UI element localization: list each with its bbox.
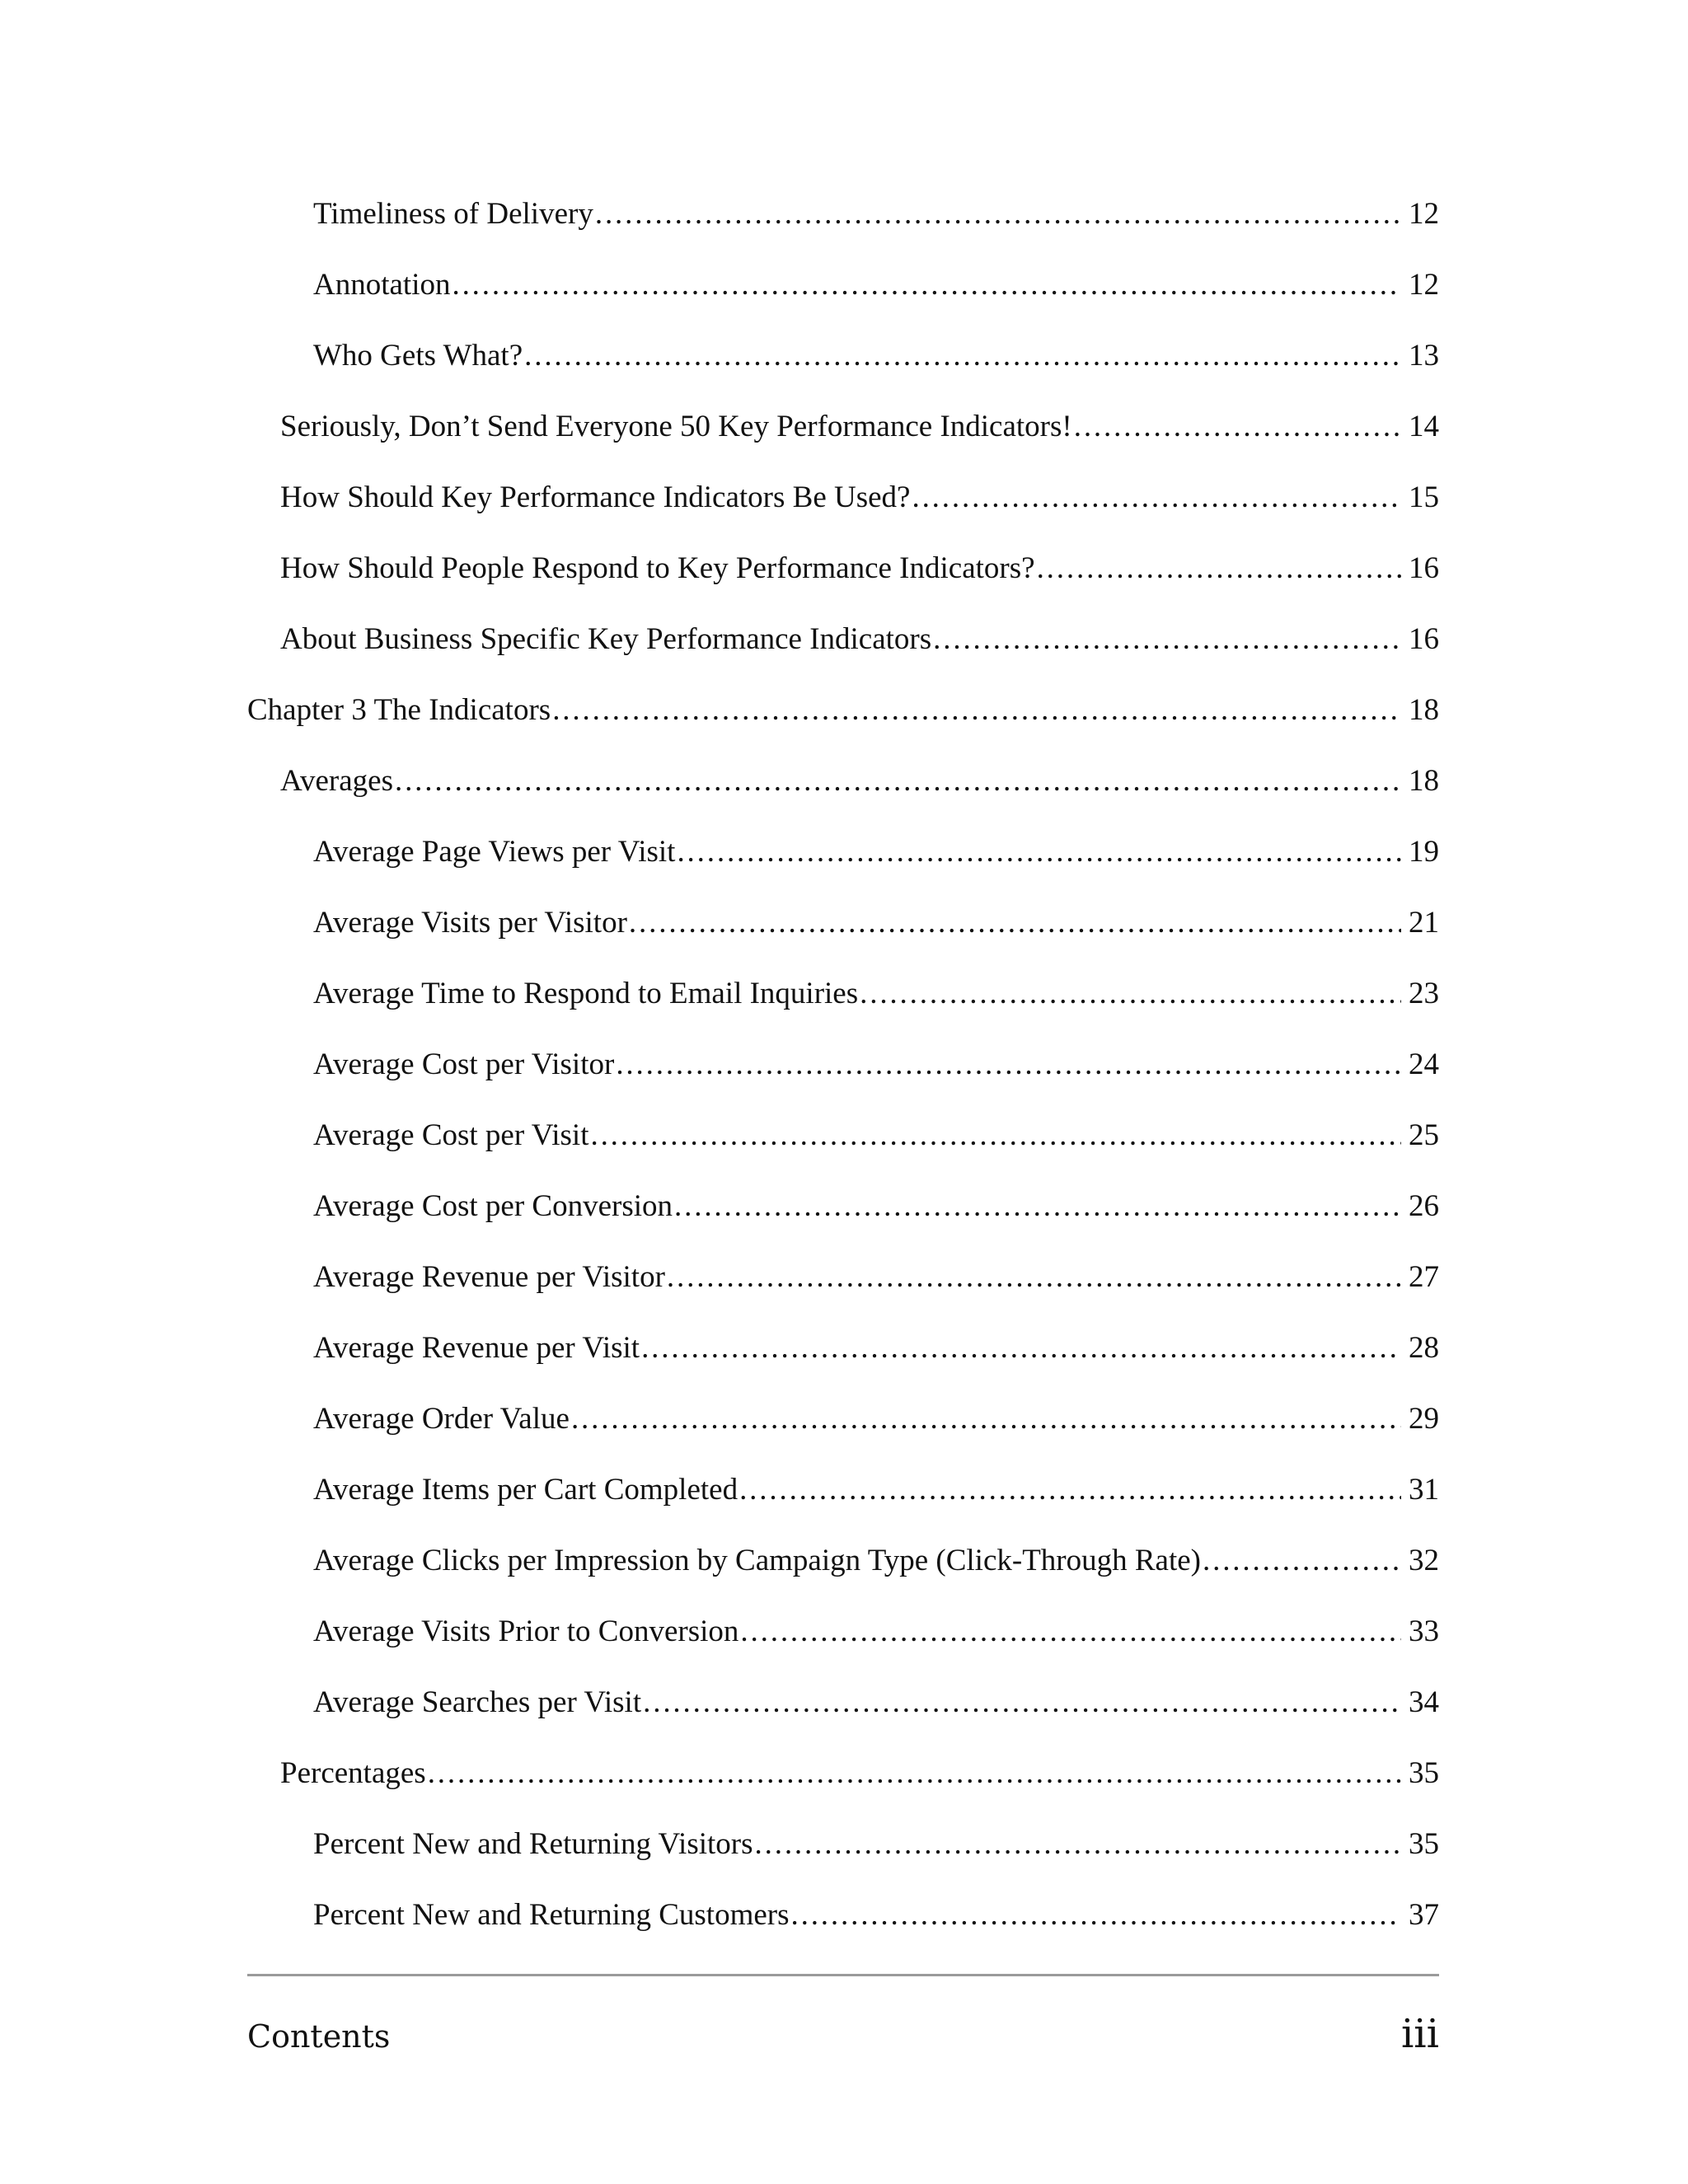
toc-dot-leader [677,834,1401,869]
toc-entry-title: Average Cost per Visitor [313,1047,615,1081]
toc-entry-title: Who Gets What? [313,339,523,373]
toc-entry-title: Average Items per Cart Completed [313,1473,738,1507]
toc-entry-page: 29 [1409,1402,1439,1436]
toc-entry-percentages[interactable] [247,1755,1439,1826]
toc-entry-page: 12 [1409,268,1439,302]
toc-entry-page: 21 [1409,906,1439,940]
toc-entry-page: 28 [1409,1331,1439,1365]
toc-entry-title: Average Cost per Visit [313,1118,589,1152]
toc-entry-avg-cost-per-visit[interactable] [247,1118,1439,1188]
toc-dot-leader [552,692,1401,728]
toc-entry-page: 27 [1409,1260,1439,1294]
toc-entry-avg-order-value[interactable] [247,1401,1439,1472]
toc-dot-leader [452,267,1401,302]
toc-entry-how-kpis-used[interactable] [247,480,1439,551]
toc-entry-avg-revenue-per-visit[interactable] [247,1330,1439,1401]
toc-dot-leader [616,1047,1401,1082]
toc-dot-leader [1037,551,1401,586]
toc-entry-title: Average Page Views per Visit [313,835,676,869]
toc-entry-how-people-respond[interactable] [247,551,1439,621]
toc-entry-business-specific-kpis[interactable] [247,621,1439,692]
footer-page-number: iii [1400,2011,1439,2057]
toc-entry-title: Percentages [280,1756,426,1790]
toc-entry-page: 35 [1409,1827,1439,1861]
toc-entry-avg-clicks-per-impression[interactable] [247,1543,1439,1614]
toc-entry-page: 14 [1409,410,1439,443]
toc-dot-leader [1074,409,1401,444]
toc-dot-leader [1203,1543,1401,1578]
toc-entry-title: Percent New and Returning Customers [313,1898,790,1932]
toc-entry-avg-searches-per-visit[interactable] [247,1685,1439,1755]
toc-entry-pct-new-returning-visitors[interactable] [247,1826,1439,1897]
toc-dot-leader [667,1259,1401,1295]
toc-entry-avg-visits-per-visitor[interactable] [247,905,1439,976]
toc-entry-page: 18 [1409,764,1439,798]
toc-entry-title: Seriously, Don’t Send Everyone 50 Key Performance Indicators! [280,410,1072,443]
toc-entry-page: 16 [1409,622,1439,656]
toc-entry-title: Average Visits per Visitor [313,906,627,940]
toc-entry-title: Average Clicks per Impression by Campaign Type (Click-Through Rate) [313,1544,1201,1577]
toc-entry-avg-visits-prior-conversion[interactable] [247,1614,1439,1685]
toc-dot-leader [395,763,1401,799]
toc-entry-title: Average Revenue per Visit [313,1331,640,1365]
toc-entry-page: 19 [1409,835,1439,869]
toc-entry-avg-cost-per-conversion[interactable] [247,1188,1439,1259]
toc-entry-title: Average Time to Respond to Email Inquiries [313,977,859,1010]
toc-entry-page: 18 [1409,693,1439,727]
toc-entry-page: 26 [1409,1189,1439,1223]
toc-dot-leader [674,1188,1401,1224]
toc-entry-title: Average Searches per Visit [313,1685,642,1719]
toc-dot-leader [755,1826,1401,1862]
toc-dot-leader [739,1472,1401,1507]
toc-entry-averages[interactable] [247,763,1439,834]
toc-entry-title: Average Cost per Conversion [313,1189,673,1223]
toc-dot-leader [860,976,1401,1011]
toc-entry-page: 35 [1409,1756,1439,1790]
toc-dot-leader [571,1401,1401,1436]
toc-entry-page: 23 [1409,977,1439,1010]
toc-entry-page: 31 [1409,1473,1439,1507]
toc-entry-annotation[interactable] [247,267,1439,338]
toc-dot-leader [428,1755,1401,1791]
toc-dot-leader [524,338,1401,373]
toc-entry-page: 13 [1409,339,1439,373]
toc-entry-timeliness-of-delivery[interactable] [247,196,1439,267]
toc-entry-page: 37 [1409,1898,1439,1932]
toc-entry-page: 32 [1409,1544,1439,1577]
toc-entry-chapter-3[interactable] [247,692,1439,763]
toc-dot-leader [791,1897,1402,1933]
toc-entry-avg-time-respond-email[interactable] [247,976,1439,1047]
toc-entry-pct-new-returning-customers[interactable] [247,1897,1439,1968]
toc-entry-title: Chapter 3 The Indicators [247,693,551,727]
toc-entry-title: Annotation [313,268,451,302]
toc-entry-page: 16 [1409,551,1439,585]
toc-entry-title: Average Order Value [313,1402,570,1436]
toc-entry-title: Average Revenue per Visitor [313,1260,665,1294]
toc-dot-leader [912,480,1401,515]
toc-entry-avg-revenue-per-visitor[interactable] [247,1259,1439,1330]
toc-dot-leader [933,621,1401,657]
toc-entry-who-gets-what[interactable] [247,338,1439,409]
toc-entry-title: Average Visits Prior to Conversion [313,1615,739,1648]
toc-entry-page: 25 [1409,1118,1439,1152]
toc-dot-leader [595,196,1401,232]
toc-dot-leader [629,905,1401,940]
toc-entry-title: About Business Specific Key Performance Indicators [280,622,932,656]
toc-entry-avg-items-per-cart[interactable] [247,1472,1439,1543]
toc-entry-title: Percent New and Returning Visitors [313,1827,753,1861]
toc-dot-leader [643,1685,1401,1720]
toc-entry-title: Timeliness of Delivery [313,197,593,231]
footer-divider [247,1974,1439,1976]
toc-entry-title: Averages [280,764,393,798]
footer-section-label: Contents [247,2018,391,2055]
toc-entry-page: 33 [1409,1615,1439,1648]
toc-entry-page: 24 [1409,1047,1439,1081]
toc-entry-page: 15 [1409,480,1439,514]
toc-dot-leader [641,1330,1401,1366]
toc-entry-dont-send-50-kpis[interactable] [247,409,1439,480]
toc-entry-page: 12 [1409,197,1439,231]
toc-entry-page: 34 [1409,1685,1439,1719]
toc-dot-leader [740,1614,1401,1649]
table-of-contents [247,196,1439,1968]
toc-entry-avg-page-views-per-visit[interactable] [247,834,1439,905]
toc-entry-title: How Should People Respond to Key Performance Indicators? [280,551,1035,585]
toc-dot-leader [590,1118,1401,1153]
toc-entry-title: How Should Key Performance Indicators Be Used? [280,480,911,514]
toc-entry-avg-cost-per-visitor[interactable] [247,1047,1439,1118]
page-footer [247,2011,1439,2057]
